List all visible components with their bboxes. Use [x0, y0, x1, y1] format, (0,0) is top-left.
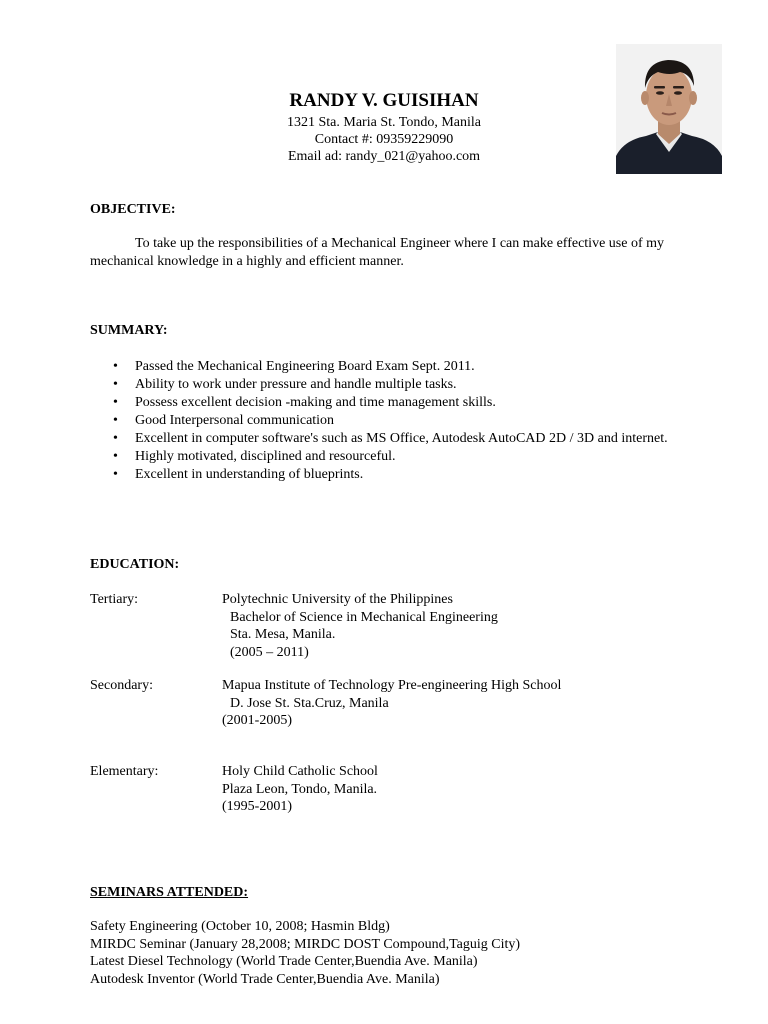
objective-heading: OBJECTIVE:	[90, 202, 176, 217]
summary-heading: SUMMARY:	[90, 323, 168, 338]
summary-item-text: Highly motivated, disciplined and resourceful.	[135, 449, 396, 464]
bullet-icon: •	[113, 377, 118, 392]
education-heading: EDUCATION:	[90, 557, 180, 572]
education-level-label: Secondary:	[90, 678, 153, 693]
bullet-icon: •	[113, 395, 118, 410]
education-level-label: Elementary:	[90, 764, 159, 779]
bullet-icon: •	[113, 359, 118, 374]
summary-item-text: Good Interpersonal communication	[135, 413, 335, 428]
school-name: Mapua Institute of Technology Pre-engineering High School	[222, 678, 562, 693]
list-item	[90, 358, 690, 376]
list-item	[90, 412, 690, 430]
school-location: Plaza Leon, Tondo, Manila.	[222, 781, 378, 797]
school-name: Polytechnic University of the Philippines	[222, 592, 453, 607]
list-item	[90, 448, 690, 466]
address-line: 1321 Sta. Maria St. Tondo, Manila	[287, 115, 481, 130]
email-line: Email ad: randy_021@yahoo.com	[287, 149, 481, 164]
list-item	[90, 376, 690, 394]
seminars-heading: SEMINARS ATTENDED:	[90, 885, 249, 900]
applicant-name: RANDY V. GUISIHAN	[289, 90, 479, 111]
summary-item-text: Possess excellent decision -making and time management skills.	[135, 395, 496, 410]
bullet-icon: •	[113, 431, 118, 446]
school-location: D. Jose St. Sta.Cruz, Manila	[230, 695, 389, 711]
education-details	[222, 677, 702, 730]
summary-list	[90, 358, 690, 484]
summary-item-text: Ability to work under pressure and handle multiple tasks.	[135, 377, 457, 392]
course-name: Bachelor of Science in Mechanical Engineering	[230, 609, 498, 625]
education-details	[222, 591, 702, 661]
bullet-icon: •	[113, 449, 118, 464]
list-item	[90, 466, 690, 484]
seminars-list	[90, 918, 710, 988]
bullet-icon: •	[113, 467, 118, 482]
objective-text: To take up the responsibilities of a Mechanical Engineer where I can make effective use of my mechanical knowledge in a highly and efficient manner.	[90, 236, 664, 269]
list-item: MIRDC Seminar (January 28,2008; MIRDC DOST Compound,Taguig City)	[90, 936, 521, 952]
school-location: Sta. Mesa, Manila.	[230, 627, 336, 642]
list-item	[90, 430, 690, 448]
summary-item-text: Excellent in computer software's such as MS Office, Autodesk AutoCAD 2D / 3D and internet.	[135, 431, 668, 446]
list-item: Safety Engineering (October 10, 2008; Hasmin Bldg)	[90, 919, 390, 934]
education-level-label: Tertiary:	[90, 592, 138, 607]
contact-line: Contact #: 09359229090	[314, 132, 454, 147]
list-item	[90, 394, 690, 412]
list-item: Autodesk Inventor (World Trade Center,Buendia Ave. Manila)	[90, 971, 440, 987]
bullet-icon: •	[113, 413, 118, 428]
resume-header	[0, 90, 768, 165]
education-details	[222, 763, 702, 816]
summary-item-text: Passed the Mechanical Engineering Board Exam Sept. 2011.	[135, 359, 475, 374]
school-years: (2001-2005)	[222, 713, 292, 728]
list-item: Latest Diesel Technology (World Trade Center,Buendia Ave. Manila)	[90, 954, 478, 969]
school-name: Holy Child Catholic School	[222, 764, 378, 779]
summary-item-text: Excellent in understanding of blueprints.	[135, 467, 364, 482]
school-years: (2005 – 2011)	[230, 644, 309, 660]
school-years: (1995-2001)	[222, 799, 292, 814]
